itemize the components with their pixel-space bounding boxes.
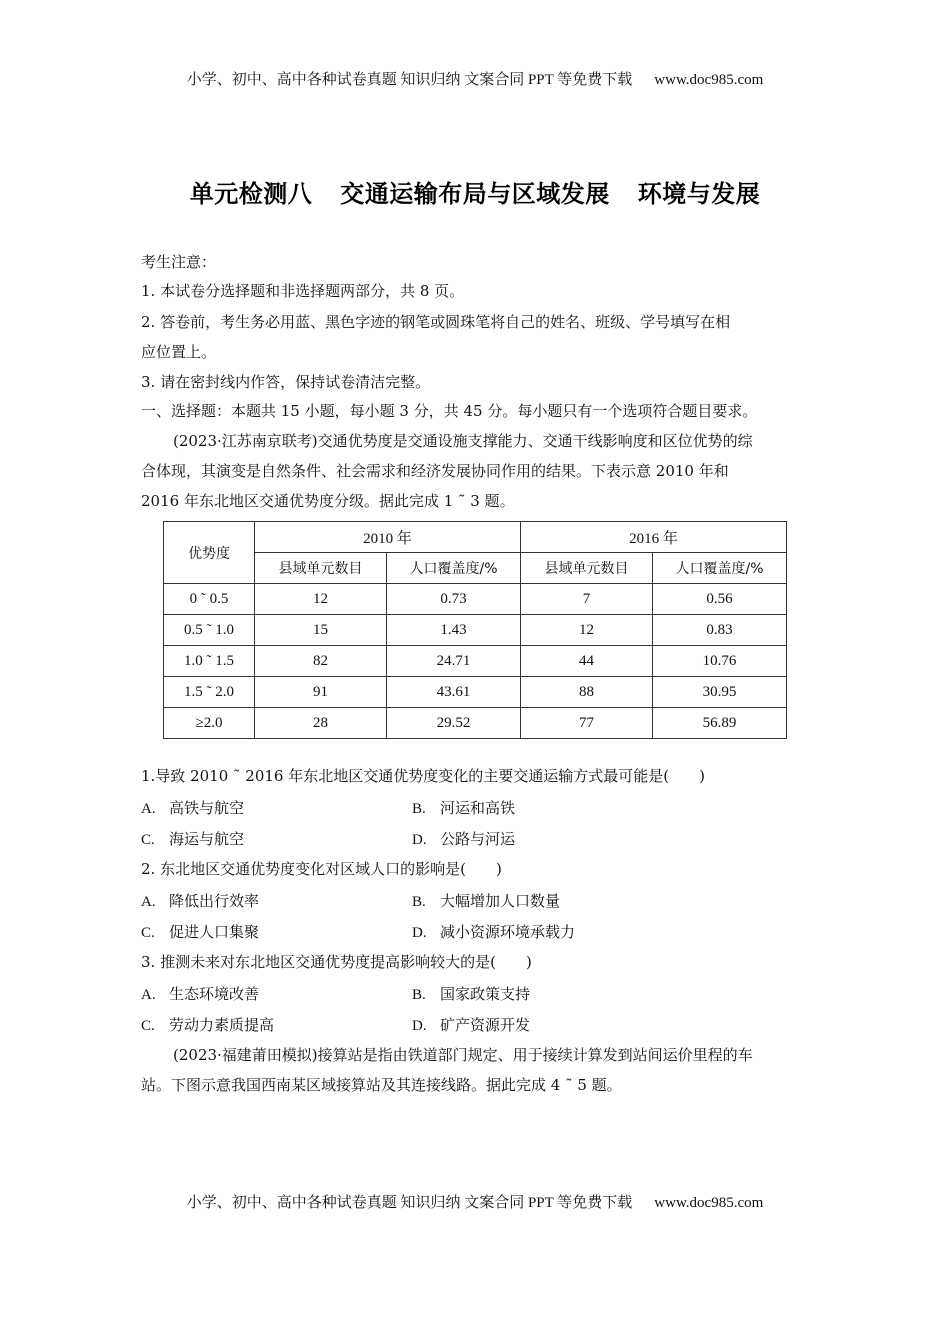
cell-2016-count: 77 [521, 708, 653, 739]
question-1-option-a[interactable]: A. 高铁与航空 [141, 799, 245, 817]
footer-url: www.doc985.com [654, 1195, 764, 1211]
passage-1-line-1: (2023·江苏南京联考)交通优势度是交通设施支撑能力、交通干线影响度和区位优势的综 [173, 432, 753, 450]
title-part-2: 交通运输布局与区域发展 [340, 180, 610, 208]
table-row [164, 646, 787, 677]
subheader-2010-count: 县域单元数目 [255, 553, 387, 584]
table-row [164, 677, 787, 708]
traffic-advantage-table [163, 521, 787, 739]
cell-2016-count: 88 [521, 677, 653, 708]
cell-2010-count: 28 [255, 708, 387, 739]
question-2-option-b[interactable]: B. 大幅增加人口数量 [412, 892, 561, 910]
notice-item-2-cont: 应位置上。 [141, 343, 217, 361]
cell-2016-pop: 0.83 [653, 615, 787, 646]
question-3-option-c[interactable]: C. 劳动力素质提高 [141, 1016, 275, 1034]
cell-2016-pop: 56.89 [653, 708, 787, 739]
subheader-2010-pop: 人口覆盖度/% [387, 553, 521, 584]
cell-2010-count: 12 [255, 584, 387, 615]
cell-2016-count: 12 [521, 615, 653, 646]
cell-grade: 0.5 ˜ 1.0 [164, 615, 255, 646]
question-3-stem: 3. 推测未来对东北地区交通优势度提高影响较大的是( ) [141, 953, 532, 971]
cell-grade: 1.5 ˜ 2.0 [164, 677, 255, 708]
cell-2010-count: 91 [255, 677, 387, 708]
page-title [0, 174, 950, 209]
question-1-option-d[interactable]: D. 公路与河运 [412, 830, 516, 848]
cell-2016-pop: 0.56 [653, 584, 787, 615]
table-row [164, 708, 787, 739]
header-grade: 优势度 [164, 522, 255, 584]
notice-item-2: 2. 答卷前，考生务必用蓝、黑色字迹的钢笔或圆珠笔将自己的姓名、班级、学号填写在相 [141, 313, 731, 331]
subheader-2016-count: 县域单元数目 [521, 553, 653, 584]
cell-grade: ≥2.0 [164, 708, 255, 739]
question-3-option-a[interactable]: A. 生态环境改善 [141, 985, 260, 1003]
cell-2016-count: 44 [521, 646, 653, 677]
notice-heading: 考生注意： [141, 253, 217, 271]
question-1-stem: 1.导致 2010 ˜ 2016 年东北地区交通优势度变化的主要交通运输方式最可能是( ) [141, 767, 705, 785]
cell-2010-pop: 43.61 [387, 677, 521, 708]
passage-1-line-2: 合体现，其演变是自然条件、社会需求和经济发展协同作用的结果。下表示意 2010 年和 [141, 462, 729, 480]
page-footer [0, 1191, 950, 1212]
cell-2010-count: 82 [255, 646, 387, 677]
section-heading: 一、选择题：本题共 15 小题，每小题 3 分，共 45 分。每小题只有一个选项符合题目要求。 [141, 402, 758, 420]
passage-2-line-1: (2023·福建莆田模拟)接算站是指由铁道部门规定、用于接续计算发到站间运价里程的车 [173, 1046, 753, 1064]
cell-2016-pop: 30.95 [653, 677, 787, 708]
question-3-option-d[interactable]: D. 矿产资源开发 [412, 1016, 531, 1034]
cell-2010-pop: 0.73 [387, 584, 521, 615]
header-2010: 2010 年 [255, 522, 521, 553]
header-url: www.doc985.com [654, 72, 764, 88]
cell-2010-pop: 24.71 [387, 646, 521, 677]
passage-2-line-2: 站。下图示意我国西南某区域接算站及其连接线路。据此完成 4 ˜ 5 题。 [141, 1076, 622, 1094]
question-1-option-c[interactable]: C. 海运与航空 [141, 830, 245, 848]
header-2016: 2016 年 [521, 522, 787, 553]
question-2-option-d[interactable]: D. 减小资源环境承载力 [412, 923, 576, 941]
table-row [164, 615, 787, 646]
question-2-option-c[interactable]: C. 促进人口集聚 [141, 923, 260, 941]
question-2-stem: 2. 东北地区交通优势度变化对区域人口的影响是( ) [141, 860, 502, 878]
title-part-1: 单元检测八 [189, 180, 313, 208]
notice-item-1: 1. 本试卷分选择题和非选择题两部分，共 8 页。 [141, 282, 465, 300]
cell-2010-count: 15 [255, 615, 387, 646]
title-part-3: 环境与发展 [637, 180, 761, 208]
cell-2010-pop: 1.43 [387, 615, 521, 646]
cell-grade: 0 ˜ 0.5 [164, 584, 255, 615]
subheader-2016-pop: 人口覆盖度/% [653, 553, 787, 584]
question-1-option-b[interactable]: B. 河运和高铁 [412, 799, 516, 817]
cell-grade: 1.0 ˜ 1.5 [164, 646, 255, 677]
page-header [0, 68, 950, 89]
cell-2010-pop: 29.52 [387, 708, 521, 739]
cell-2016-pop: 10.76 [653, 646, 787, 677]
notice-item-3: 3. 请在密封线内作答，保持试卷清洁完整。 [141, 373, 431, 391]
passage-1-line-3: 2016 年东北地区交通优势度分级。据此完成 1 ˜ 3 题。 [141, 492, 515, 510]
question-2-option-a[interactable]: A. 降低出行效率 [141, 892, 260, 910]
cell-2016-count: 7 [521, 584, 653, 615]
header-text: 小学、初中、高中各种试卷真题 知识归纳 文案合同 PPT 等免费下载 [186, 72, 633, 88]
table-row [164, 584, 787, 615]
question-3-option-b[interactable]: B. 国家政策支持 [412, 985, 531, 1003]
footer-text: 小学、初中、高中各种试卷真题 知识归纳 文案合同 PPT 等免费下载 [186, 1195, 633, 1211]
